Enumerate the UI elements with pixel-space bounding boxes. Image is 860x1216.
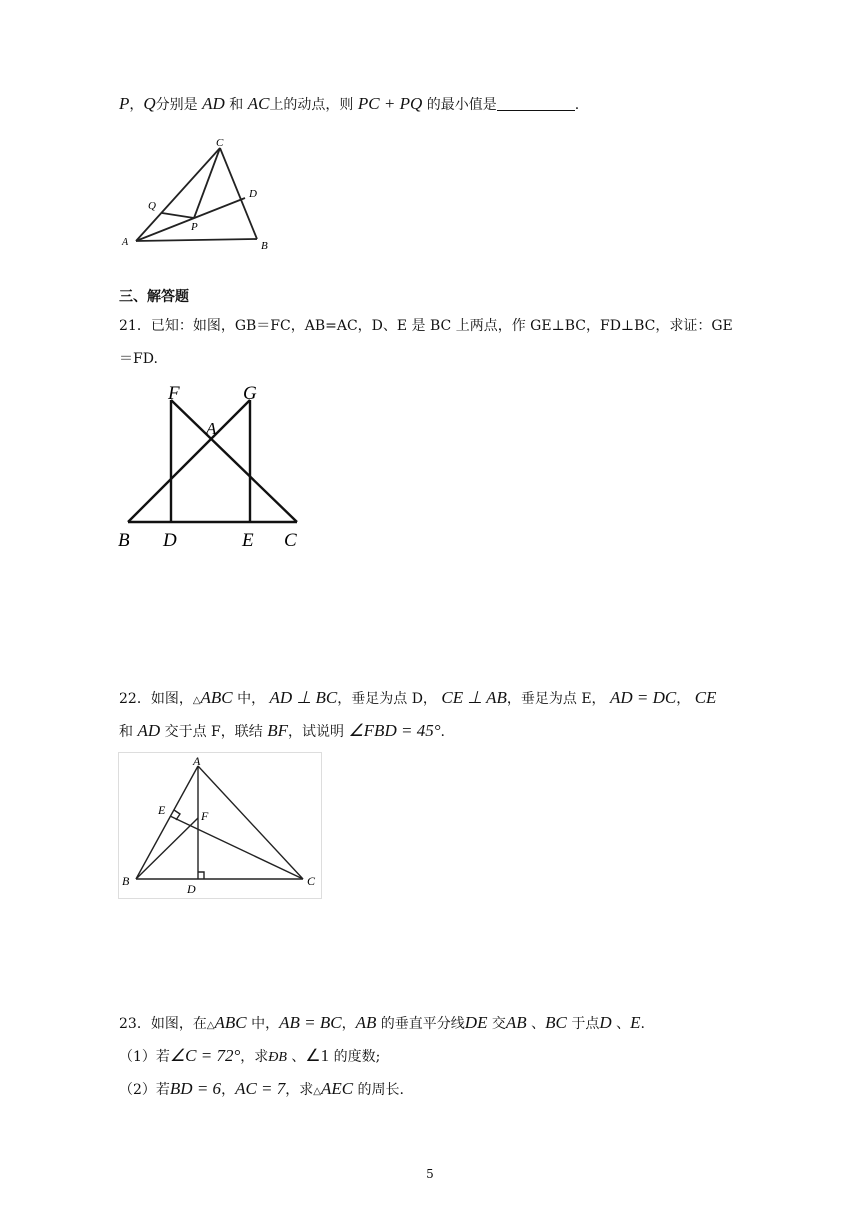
label-g: G	[243, 383, 257, 404]
text: .	[574, 97, 580, 113]
text: 、	[611, 1016, 631, 1032]
text: ，求	[285, 1082, 314, 1098]
label-a: A	[193, 754, 201, 768]
text: 的垂直平分线	[376, 1016, 465, 1032]
segment-de: DE	[464, 1013, 488, 1032]
text: 的最小值是	[426, 97, 497, 113]
triangle-aec: AEC	[320, 1079, 354, 1098]
q20-text	[119, 94, 579, 114]
text: 上的动点，则	[269, 97, 354, 113]
text: .	[440, 724, 445, 740]
text: （1）若	[119, 1049, 170, 1065]
label-c: C	[307, 874, 316, 888]
label-d: D	[249, 188, 257, 200]
label-a: A	[206, 419, 217, 438]
label-f: F	[201, 809, 209, 823]
label-c: C	[216, 137, 224, 149]
text: ，	[221, 1082, 236, 1098]
point-e: E	[630, 1013, 641, 1032]
condition-ab-eq-bc: AB = BC	[279, 1013, 342, 1032]
q21-line2: ＝FD.	[119, 351, 158, 367]
segment-ab: AB	[355, 1013, 377, 1032]
text: 中，	[246, 1016, 280, 1032]
condition-ad-perp-bc: AD ⊥ BC	[269, 688, 338, 707]
q20-figure	[112, 128, 292, 258]
segment-bc: BC	[545, 1013, 567, 1032]
text: ，求	[240, 1049, 269, 1065]
angle-c-72: ∠C = 72°	[169, 1046, 241, 1065]
label-a: A	[122, 237, 129, 248]
condition-ce-perp-ab: CE ⊥ AB	[441, 688, 507, 707]
text: 中，	[232, 691, 266, 707]
label-d: D	[187, 882, 196, 896]
section-heading: 三、解答题	[119, 289, 189, 305]
text: 交于点 F，联结	[164, 724, 263, 740]
label-e: E	[242, 530, 254, 551]
label-b: B	[261, 240, 268, 252]
label-f: F	[168, 383, 180, 404]
condition-ad-eq-dc: AD = DC	[610, 688, 677, 707]
var-p: P	[119, 94, 130, 113]
triangle-symbol: △	[192, 695, 201, 706]
label-q: Q	[148, 200, 156, 212]
segment-ce: CE	[694, 688, 717, 707]
label-b: B	[122, 874, 130, 888]
text: .	[640, 1016, 645, 1032]
text: 23．如图，在	[119, 1016, 207, 1032]
segment-ad: AD	[202, 94, 225, 113]
text: 和	[119, 724, 133, 740]
q23-line1	[119, 1013, 645, 1033]
page-number: 5	[426, 1167, 434, 1181]
label-d: D	[163, 530, 177, 551]
text: （2）若	[119, 1082, 170, 1098]
text: 和	[229, 97, 244, 113]
text: 22．如图，	[119, 691, 193, 707]
q23-part1	[119, 1046, 380, 1066]
label-e: E	[158, 803, 166, 817]
text: 的度数;	[329, 1049, 381, 1065]
label-c: C	[284, 530, 297, 551]
text: ，垂足为点 D，	[337, 691, 437, 707]
text: 的周长.	[353, 1082, 404, 1098]
segment-ab: AB	[505, 1013, 527, 1032]
text: ，	[341, 1016, 356, 1032]
angle-fbd: ∠FBD = 45°	[348, 721, 441, 740]
text: ，垂足为点 E，	[506, 691, 606, 707]
expression-pc-pq: PC + PQ	[357, 94, 423, 113]
triangle-abc: ABC	[214, 1013, 247, 1032]
q22-line2	[119, 721, 445, 741]
condition-bd-6: BD = 6	[169, 1079, 222, 1098]
answer-blank[interactable]	[497, 96, 575, 111]
segment-ac: AC	[247, 94, 270, 113]
text: 分别是	[155, 97, 198, 113]
triangle-abc: ABC	[200, 688, 233, 707]
q22-figure	[118, 752, 323, 900]
segment-ad: AD	[137, 721, 161, 740]
triangle-symbol: △	[206, 1020, 215, 1031]
var-q: Q	[143, 94, 156, 113]
triangle-symbol: △	[313, 1086, 321, 1097]
q21-figure	[112, 378, 332, 553]
angle-b: ÐB	[268, 1050, 287, 1065]
point-d: D	[599, 1013, 612, 1032]
text: 于点	[566, 1016, 600, 1032]
label-b: B	[118, 530, 130, 551]
q22-line1	[119, 688, 716, 708]
condition-ac-7: AC = 7	[235, 1079, 286, 1098]
q23-part2	[119, 1079, 404, 1099]
label-p: P	[191, 221, 198, 233]
text: ，试说明	[287, 724, 344, 740]
text: ，	[676, 691, 691, 707]
text: 、	[526, 1016, 546, 1032]
text: 、	[286, 1049, 306, 1065]
q21-line1: 21．已知：如图，GB＝FC，AB=AC，D、E 是 BC 上两点，作 GE⊥BC，FD⊥BC，求证：GE	[119, 318, 733, 334]
segment-bf: BF	[267, 721, 288, 740]
text: 交	[487, 1016, 506, 1032]
text: ，	[129, 97, 144, 113]
angle-1: ∠1	[305, 1046, 330, 1065]
